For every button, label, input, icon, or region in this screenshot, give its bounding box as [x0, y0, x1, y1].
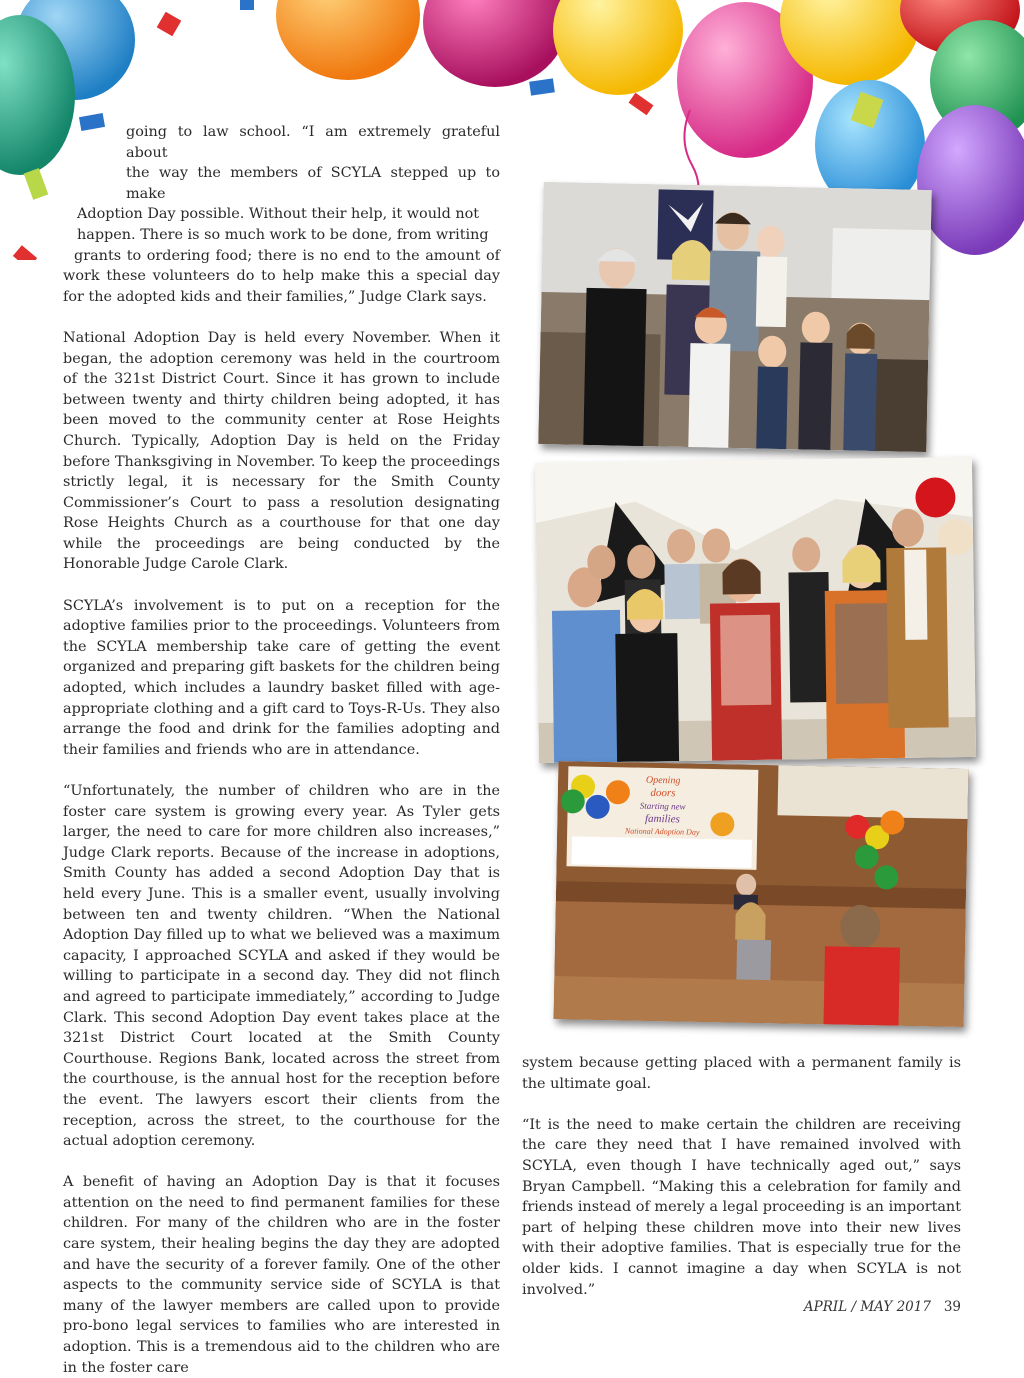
banner-line-4: families — [644, 812, 680, 826]
paragraph-text: grants to ordering food; there is no end to the amount of work these volunteers do to help make this a special day for the adopted kids and their families,” Judge Clark says. — [63, 247, 500, 305]
paragraph-scyla-involvement: SCYLA’s involvement is to put on a reception for the adoptive families prior to the proceedings. Volunteers from the SCYLA membership take care of getting the event organized and preparing gift baskets for the children being adopted, which includes a laundry basket filled with age-appropriate clothing and a gift card to Toys-R-Us. They also arrange the food and drink for the families adopting and their families and friends who are in attendance. — [63, 597, 500, 758]
issue-date: APRIL / MAY 2017 — [803, 1299, 931, 1315]
banner-line-5: National Adoption Day — [624, 826, 700, 837]
paragraph-adoption-day-benefit: A benefit of having an Adoption Day is that it focuses attention on the need to find permanent families for these children. For many of the children who are in the foster care system, their healing begins the day they are adopted and have the security of a forever family. One of the other aspects to the community service side of SCYLA is that many of the lawyer members are called upon to provide pro-bono legal services to families who are interested in adoption. This is a tremendous aid to the children who are in the foster care — [63, 1174, 500, 1376]
article-right-column — [522, 1053, 961, 1300]
paragraph-bryan-campbell-quote: “It is the need to make certain the children are receiving the care they need that I have remained involved with SCYLA, even though I have technically aged out,” says Bryan Campbell. “Making this a celebration for family and friends instead of merely a legal proceeding is an important part of helping these children move into their new lives with their adoptive families. That is especially true for the older kids. I cannot imagine a day when SCYLA is not involved.” — [522, 1116, 961, 1298]
paragraph-line: the way the members of SCYLA stepped up to make — [126, 165, 500, 202]
page-footer — [804, 1299, 961, 1315]
photo-volunteer-group — [535, 457, 976, 763]
paragraph-line: going to law school. “I am extremely grateful about — [126, 124, 500, 161]
article-left-column — [63, 122, 500, 1378]
paragraph-permanent-family: system because getting placed with a permanent family is the ultimate goal. — [522, 1055, 961, 1092]
paragraph-national-adoption-day: National Adoption Day is held every November. When it began, the adoption ceremony was held in the courtroom of the 321st District Court. Since it has grown to include between twenty and thirty children being adopted, it has been moved to the community center at Rose Heights Church. Typically, Adoption Day is held on the Friday before Thanksgiving in November. To keep the proceedings strictly legal, it is necessary for the Smith County Commissioner’s Court to pass a resolution designating Rose Heights Church as a courthouse for that one day while the proceedings are being conducted by the Honorable Judge Carole Clark. — [63, 329, 500, 573]
banner-line-3: Starting new — [639, 800, 686, 812]
photo-courtroom-ceremony — [554, 761, 969, 1027]
paragraph-line: happen. There is so much work to be done, from writing — [77, 226, 489, 243]
banner-line-1: Opening — [645, 774, 681, 787]
page-number: 39 — [943, 1299, 961, 1315]
paragraph-foster-care-growth: “Unfortunately, the number of children who are in the foster care system is growing every year. As Tyler gets larger, the need to care for more children also increases,” Judge Clark reports. Because of the increase in adoptions, Smith County has added a second Adoption Day that is held every June. This is a smaller event, usually involving between ten and twenty children. “When the National Adoption Day filled up to what we believed was a maximum capacity, I approached SCYLA and asked if they would be willing to participate in a second day. They did not flinch and agreed to participate immediately,” according to Judge Clark. This second Adoption Day event takes place at the 321st District Court located at the Smith County Courthouse. Regions Bank, located across the street from the courthouse, is the annual host for the reception before the event. The lawyers escort their clients from the reception, across the street, to the courthouse for the actual adoption ceremony. — [63, 783, 500, 1150]
banner-line-2: doors — [650, 786, 676, 800]
paragraph-line: Adoption Day possible. Without their help, it would not — [77, 206, 480, 223]
photo-judge-with-family — [538, 182, 931, 452]
